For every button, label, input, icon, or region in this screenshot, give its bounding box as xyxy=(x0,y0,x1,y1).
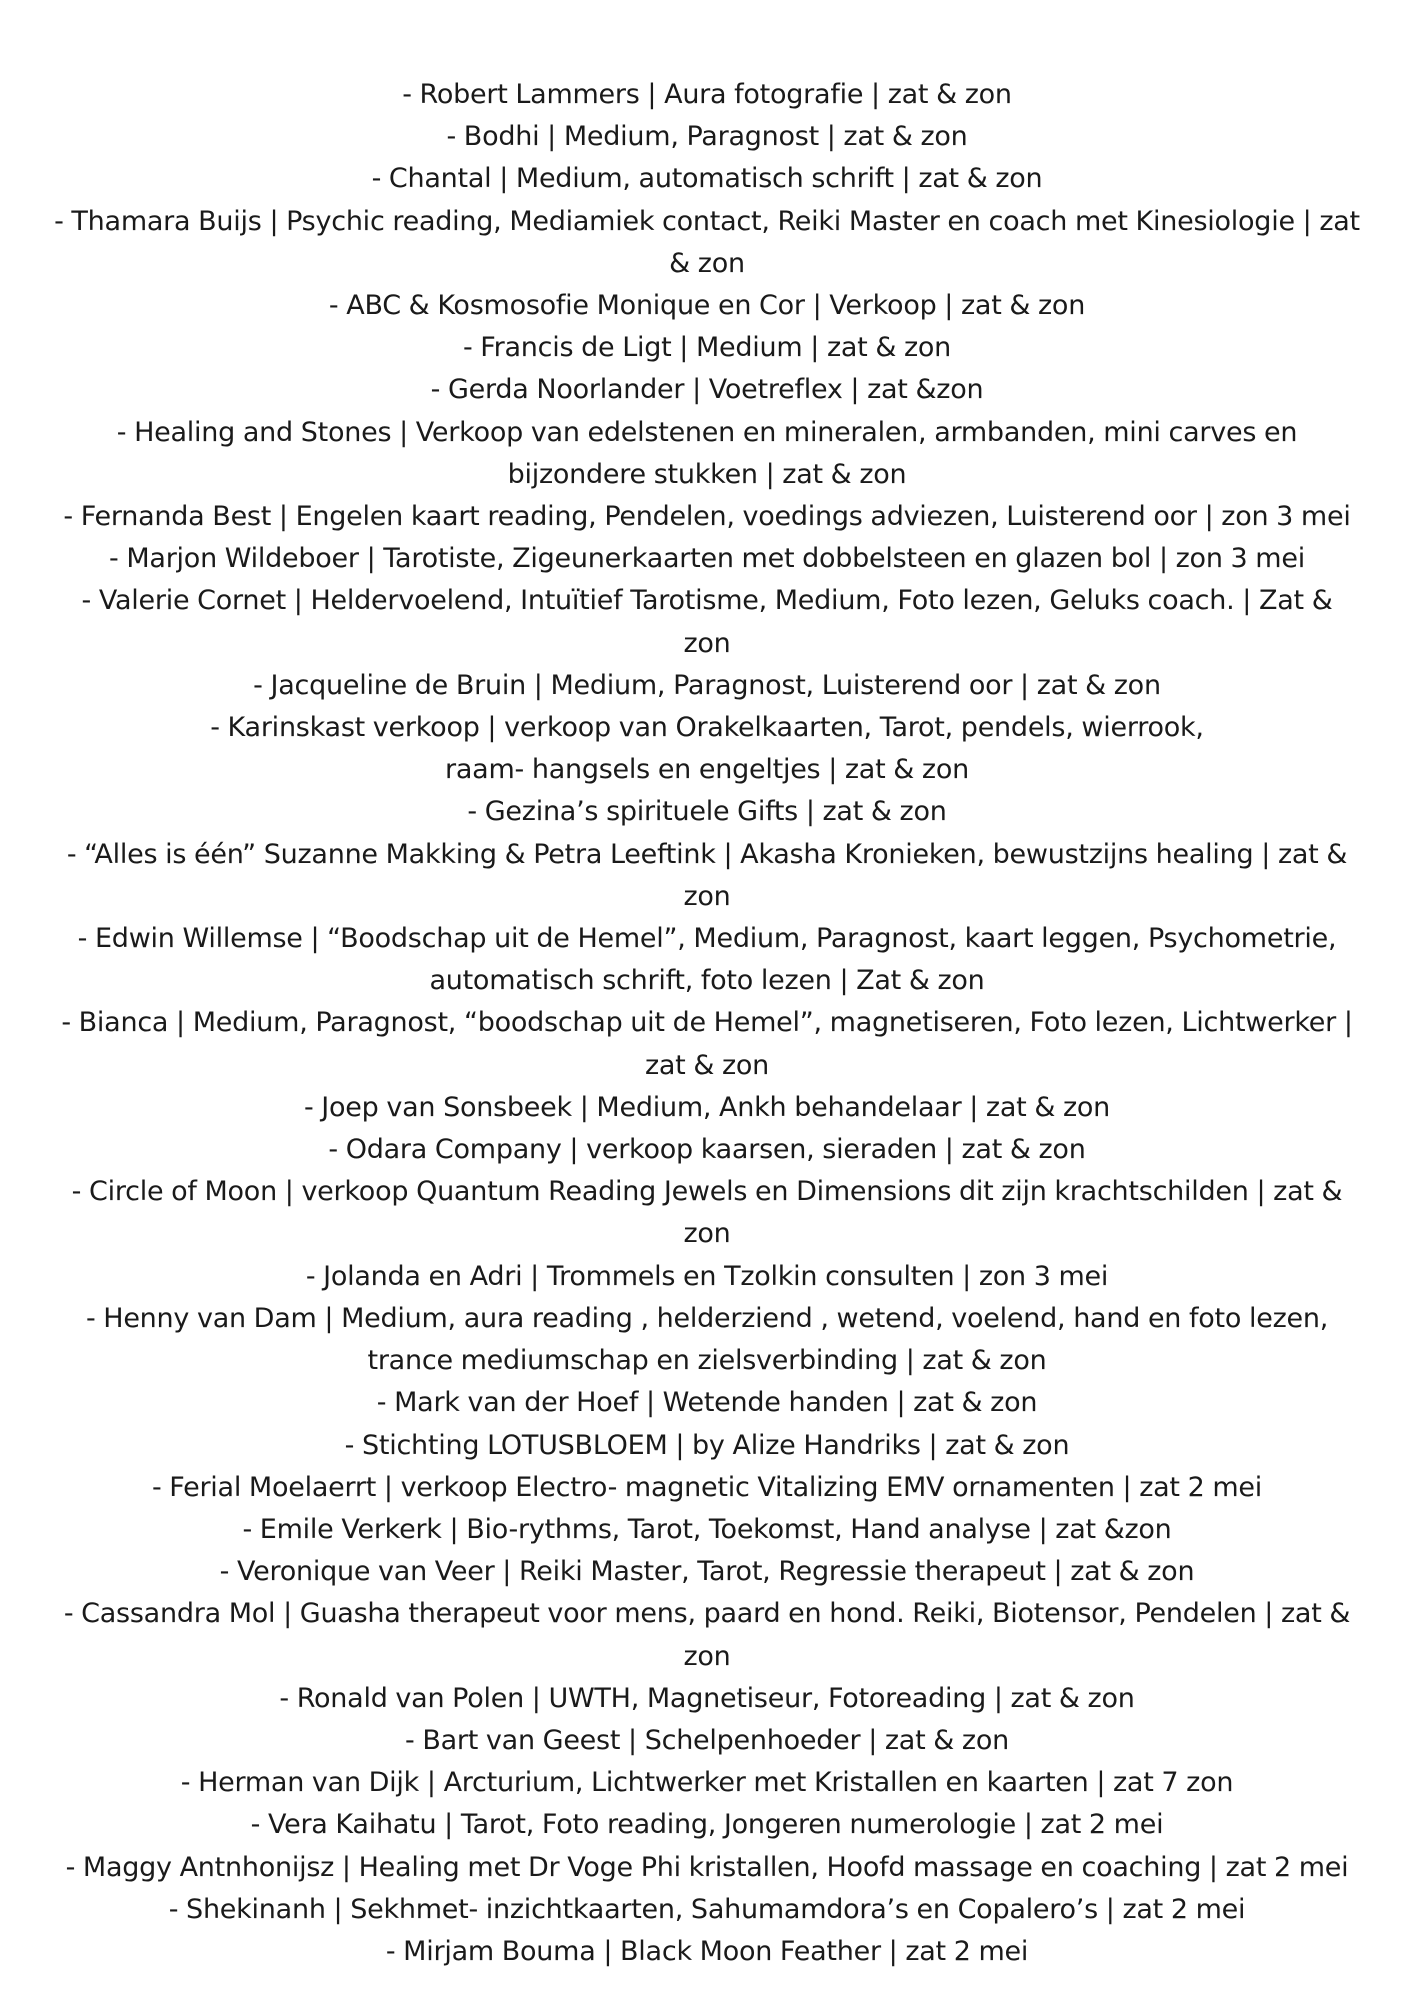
list-item xyxy=(2,369,1412,411)
list-item-text: - Bodhi | Medium, Paragnost | zat & zon xyxy=(446,121,968,153)
list-item xyxy=(2,116,1412,158)
list-item xyxy=(2,791,1412,833)
list-item xyxy=(2,158,1412,200)
list-item xyxy=(2,201,1412,285)
list-item xyxy=(2,1382,1412,1424)
list-item xyxy=(2,1171,1412,1255)
list-item-text: - Robert Lammers | Aura fotografie | zat & zon xyxy=(402,79,1012,110)
list-item xyxy=(2,1129,1412,1171)
list-item xyxy=(2,1847,1412,1889)
list-item-text: - ABC & Kosmosofie Monique en Cor | Verkoop | zat & zon xyxy=(328,290,1086,322)
list-item-text: - Vera Kaihatu | Tarot, Foto reading, Jongeren numerologie | zat 2 mei xyxy=(250,1809,1164,1841)
list-item xyxy=(2,1762,1412,1804)
list-item-text: - Shekinanh | Sekhmet- inzichtkaarten, Sahumamdora’s en Copalero’s | zat 2 mei xyxy=(168,1893,1246,1925)
list-item xyxy=(2,1425,1412,1467)
list-item-text: - Jacqueline de Bruin | Medium, Paragnost, Luisterend oor | zat & zon xyxy=(253,669,1161,701)
list-item-text: - Stichting LOTUSBLOEM | by Alize Handriks | zat & zon xyxy=(344,1429,1070,1461)
list-item xyxy=(2,580,1412,664)
list-item xyxy=(2,1509,1412,1551)
list-item-text: - Maggy Antnhonijsz | Healing met Dr Voge Phi kristallen, Hoofd massage en coaching | zat 2 mei xyxy=(65,1851,1349,1883)
list-item-text: - Thamara Buijs | Psychic reading, Mediamiek contact, Reiki Master en coach met Kinesiologie | zat xyxy=(54,205,1360,237)
list-item xyxy=(2,412,1412,496)
list-item-text: - Chantal | Medium, automatisch schrift | zat & zon xyxy=(371,163,1043,195)
list-item xyxy=(2,496,1412,538)
list-item xyxy=(2,1551,1412,1593)
list-item xyxy=(2,1256,1412,1298)
list-item xyxy=(2,707,1412,791)
list-item xyxy=(2,327,1412,369)
list-item xyxy=(2,665,1412,707)
list-item-text: - Mirjam Bouma | Black Moon Feather | zat 2 mei xyxy=(385,1935,1029,1967)
list-item-text: - Herman van Dijk | Arcturium, Lichtwerker met Kristallen en kaarten | zat 7 zon xyxy=(180,1767,1234,1799)
list-item-text: zon xyxy=(683,1640,731,1672)
list-item xyxy=(2,918,1412,1002)
list-item-text: raam- hangsels en engeltjes | zat & zon xyxy=(445,754,969,786)
list-item-text: - Circle of Moon | verkoop Quantum Reading Jewels en Dimensions dit zijn krachtschilden | zat & xyxy=(71,1176,1343,1208)
list-item-text: - Emile Verkerk | Bio-rythms, Tarot, Toekomst, Hand analyse | zat &zon xyxy=(242,1513,1172,1545)
list-item-text: - Henny van Dam | Medium, aura reading , helderziend , wetend, voelend, hand en foto lezen, xyxy=(85,1302,1329,1334)
list-item-text: - Cassandra Mol | Guasha therapeut voor mens, paard en hond. Reiki, Biotensor, Pendelen | zat & xyxy=(63,1598,1351,1630)
list-item xyxy=(2,1678,1412,1720)
participant-list xyxy=(2,74,1412,1973)
list-item-text: zat & zon xyxy=(644,1049,770,1081)
list-item xyxy=(2,285,1412,327)
list-item-text: - Bianca | Medium, Paragnost, “boodschap uit de Hemel”, magnetiseren, Foto lezen, Lichtwerker | xyxy=(61,1007,1353,1039)
list-item-text: zon xyxy=(683,880,731,912)
list-item-text: bijzondere stukken | zat & zon xyxy=(507,458,907,490)
list-item xyxy=(2,1931,1412,1973)
list-item xyxy=(2,1593,1412,1677)
list-item xyxy=(2,538,1412,580)
list-item-text: zon xyxy=(683,1218,731,1250)
list-item-text: - Ronald van Polen | UWTH, Magnetiseur, Fotoreading | zat & zon xyxy=(279,1682,1135,1714)
list-item xyxy=(2,1087,1412,1129)
list-item xyxy=(2,1804,1412,1846)
list-item-text: - “Alles is één” Suzanne Makking & Petra Leeftink | Akasha Kronieken, bewustzijns healing | zat & xyxy=(66,838,1348,870)
list-item xyxy=(2,834,1412,918)
list-item-text: - Veronique van Veer | Reiki Master, Tarot, Regressie therapeut | zat & zon xyxy=(219,1556,1195,1588)
list-item-text: - Healing and Stones | Verkoop van edelstenen en mineralen, armbanden, mini carves en xyxy=(116,416,1298,448)
list-item-text: - Edwin Willemse | “Boodschap uit de Hemel”, Medium, Paragnost, kaart leggen, Psychometrie, xyxy=(77,923,1337,955)
list-item xyxy=(2,1889,1412,1931)
list-item-text: - Francis de Ligt | Medium | zat & zon xyxy=(462,332,952,364)
document-page xyxy=(0,74,1414,1973)
list-item xyxy=(2,1298,1412,1382)
list-item-text: - Ferial Moelaerrt | verkoop Electro- magnetic Vitalizing EMV ornamenten | zat 2 mei xyxy=(151,1471,1263,1503)
list-item-text: - Marjon Wildeboer | Tarotiste, Zigeunerkaarten met dobbelsteen en glazen bol | zon 3 mei xyxy=(109,543,1305,575)
list-item-text: - Karinskast verkoop | verkoop van Orakelkaarten, Tarot, pendels, wierrook, xyxy=(210,712,1204,744)
list-item-text: - Mark van der Hoef | Wetende handen | zat & zon xyxy=(376,1387,1038,1419)
list-item-text: zon xyxy=(683,627,731,659)
list-item-text: - Bart van Geest | Schelpenhoeder | zat & zon xyxy=(405,1724,1009,1756)
list-item-text: automatisch schrift, foto lezen | Zat & zon xyxy=(429,965,985,997)
list-item-text: - Odara Company | verkoop kaarsen, sieraden | zat & zon xyxy=(328,1134,1086,1166)
list-item-text: - Jolanda en Adri | Trommels en Tzolkin consulten | zon 3 mei xyxy=(305,1260,1109,1292)
list-item xyxy=(2,74,1412,116)
list-item xyxy=(2,1720,1412,1762)
list-item-text: - Gerda Noorlander | Voetreflex | zat &zon xyxy=(430,374,984,406)
list-item-text: trance mediumschap en zielsverbinding | zat & zon xyxy=(367,1345,1047,1377)
list-item xyxy=(2,1467,1412,1509)
list-item-text: & zon xyxy=(669,247,745,279)
list-item-text: - Fernanda Best | Engelen kaart reading, Pendelen, voedings adviezen, Luisterend oor | zon 3 mei xyxy=(63,501,1351,533)
list-item-text: - Joep van Sonsbeek | Medium, Ankh behandelaar | zat & zon xyxy=(303,1091,1111,1123)
list-item-text: - Valerie Cornet | Heldervoelend, Intuïtief Tarotisme, Medium, Foto lezen, Geluks coach. | Zat & xyxy=(81,585,1333,617)
list-item-text: - Gezina’s spirituele Gifts | zat & zon xyxy=(467,796,947,828)
list-item xyxy=(2,1002,1412,1086)
